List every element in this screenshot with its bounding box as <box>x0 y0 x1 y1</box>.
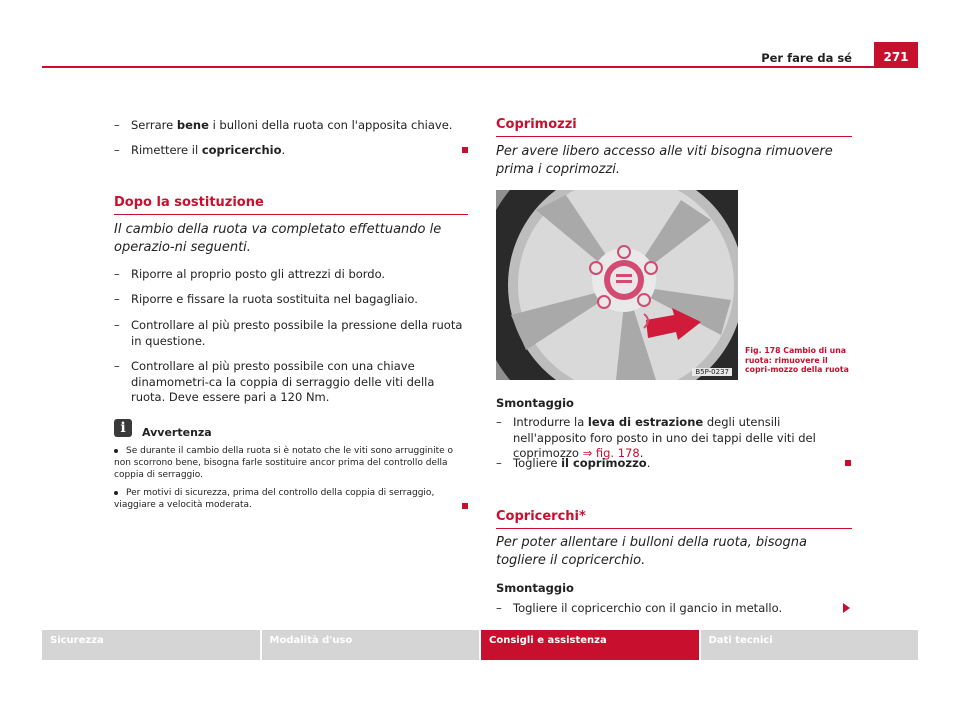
tab-modalita-uso[interactable]: Modalità d'uso <box>262 630 482 660</box>
figure-caption: Fig. 178 Cambio di una ruota: rimuovere il copri-mozzo della ruota <box>745 346 849 374</box>
list-item: – Riporre al proprio posto gli attrezzi di bordo. <box>114 267 386 281</box>
list-item: – Controllare al più presto possibile la pressione della ruota in questione. <box>114 318 463 348</box>
figure-code: B5P-0237 <box>692 368 732 376</box>
page-number: 271 <box>874 42 918 68</box>
header-rule <box>42 66 918 68</box>
tab-sicurezza[interactable]: Sicurezza <box>42 630 262 660</box>
tab-dati-tecnici[interactable]: Dati tecnici <box>701 630 919 660</box>
list-item: – Introdurre la leva di estrazione degli utensili nell'apposito foro posto in uno dei tappi delle viti del coprimozzo ⇒ fig. 178. <box>496 415 816 460</box>
wheel-figure <box>496 190 738 380</box>
note-title: Avvertenza <box>142 426 212 439</box>
section-end-mark <box>462 147 468 153</box>
section-end-mark <box>845 460 851 466</box>
info-icon <box>114 419 132 437</box>
wheel-illustration <box>496 190 738 380</box>
figure-link[interactable]: ⇒ fig. 178 <box>582 446 640 460</box>
list-item: – Riporre e fissare la ruota sostituita nel bagagliaio. <box>114 292 418 306</box>
section-title: Dopo la sostituzione <box>114 195 468 215</box>
running-title: Per fare da sé <box>761 51 852 65</box>
list-item: – Rimettere il copricerchio. <box>114 143 286 157</box>
continue-arrow-icon <box>843 603 850 613</box>
section-title: Coprimozzi <box>496 117 852 137</box>
section-intro: Per poter allentare i bulloni della ruota, bisogna togliere il copricerchio. <box>496 535 807 568</box>
section-end-mark <box>462 503 468 509</box>
note-item: Per motivi di sicurezza, prima del controllo della coppia di serraggio, viaggiare a velocità moderata. <box>114 488 435 510</box>
subheading: Smontaggio <box>496 396 574 410</box>
list-item: – Serrare bene i bulloni della ruota con l'apposita chiave. <box>114 118 453 132</box>
footer-nav <box>42 630 918 660</box>
tab-consigli-assistenza[interactable]: Consigli e assistenza <box>481 630 701 660</box>
list-item: – Togliere il coprimozzo. <box>496 456 651 470</box>
list-item: – Togliere il copricerchio con il gancio in metallo. <box>496 601 783 615</box>
section-title: Copricerchi* <box>496 509 852 529</box>
section-intro: Per avere libero accesso alle viti bisogna rimuovere prima i coprimozzi. <box>496 144 833 177</box>
list-item: – Controllare al più presto possibile con una chiave dinamometri-ca la coppia di serraggio delle viti della ruota. Deve essere pari a 120 Nm. <box>114 359 435 404</box>
note-item: Se durante il cambio della ruota si è notato che le viti sono arrugginite o non scorrono bene, bisogna farle sostituire ancor prima del controllo della coppia di serraggio. <box>114 446 454 480</box>
section-intro: Il cambio della ruota va completato effettuando le operazio-ni seguenti. <box>114 222 442 255</box>
subheading: Smontaggio <box>496 581 574 595</box>
